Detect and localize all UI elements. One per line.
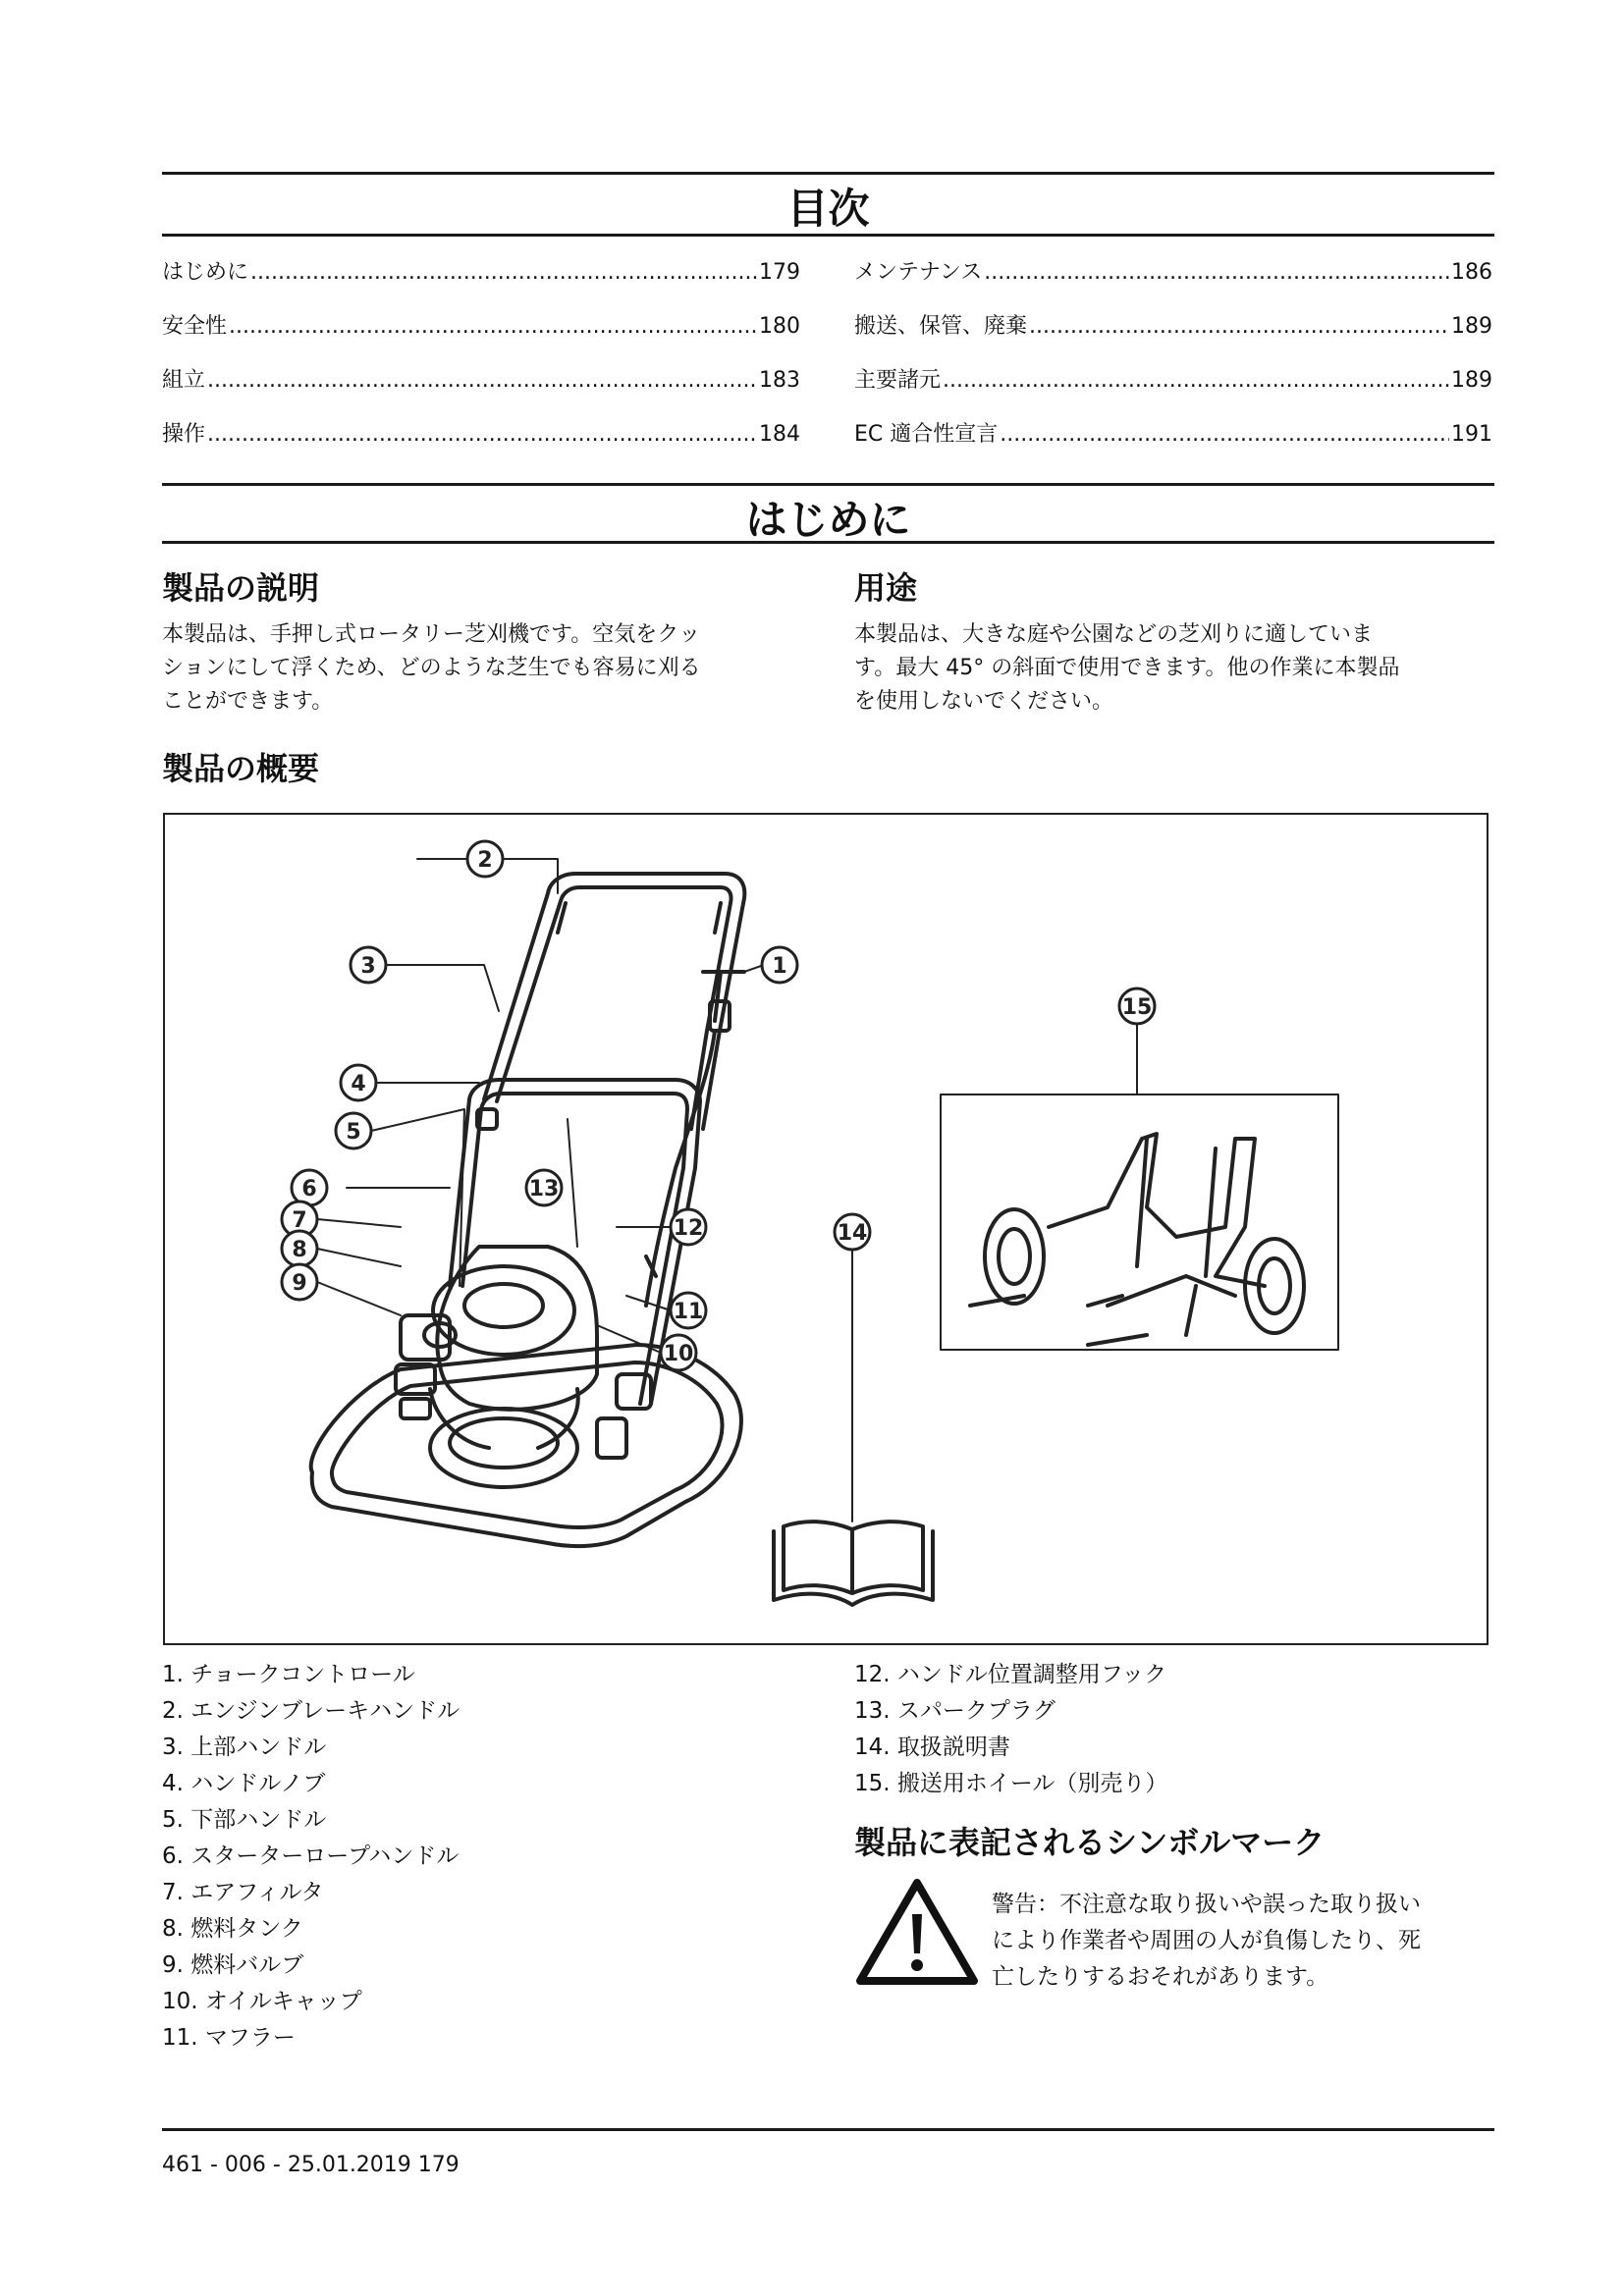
lawnmower-illustration [165,815,1490,1647]
toc-title-rule [162,234,1494,237]
intro-title: はじめに [745,496,911,544]
callout-3: 3 [360,954,376,979]
list-item: 2. エンジンブレーキハンドル [162,1698,460,1724]
usage-heading: 用途 [854,569,918,607]
callout-15: 15 [1121,995,1153,1020]
callout-11: 11 [673,1300,704,1324]
list-item: 15. 搬送用ホイール（別売り） [854,1771,1168,1796]
list-item: 6. スターターロープハンドル [162,1843,460,1869]
toc-entry[interactable]: 搬送、保管、廃棄 ..... 189 [854,309,1492,340]
description-heading: 製品の説明 [162,569,320,607]
callout-5: 5 [346,1120,361,1145]
callout-14: 14 [837,1221,868,1246]
footer-rule [162,2128,1494,2131]
callout-1: 1 [772,954,787,979]
list-item: 11. マフラー [162,2025,296,2051]
warning-triangle-icon [854,1877,980,1987]
list-item: 9. 燃料バルブ [162,1952,304,1978]
callout-6: 6 [301,1177,317,1201]
toc-entry[interactable]: 組立 ..... 183 [162,363,800,394]
toc-entry[interactable]: 主要諸元 ..... 189 [854,363,1492,394]
list-item: 12. ハンドル位置調整用フック [854,1662,1167,1687]
top-rule [162,172,1494,175]
callout-13: 13 [528,1177,560,1201]
list-item: 4. ハンドルノブ [162,1771,326,1796]
toc-entry[interactable]: EC 適合性宣言 ..... 191 [854,417,1492,448]
footer [162,2153,460,2177]
list-item: 7. エアフィルタ [162,1880,324,1905]
toc-title: 目次 [786,185,870,233]
list-item: 3. 上部ハンドル [162,1735,327,1760]
list-item: 8. 燃料タンク [162,1916,303,1942]
callout-9: 9 [292,1271,307,1296]
callout-7: 7 [292,1208,307,1233]
toc-entry[interactable]: 操作 ..... 184 [162,417,800,448]
toc-entry[interactable]: 安全性 ..... 180 [162,309,800,340]
symbols-heading: 製品に表記されるシンボルマーク [854,1824,1326,1861]
list-item: 5. 下部ハンドル [162,1807,327,1833]
callout-12: 12 [673,1216,704,1241]
callout-10: 10 [663,1342,694,1366]
page-number: 179 [417,2153,460,2177]
document-number: 461 - 006 - 25.01.2019 [162,2153,411,2177]
toc-entry[interactable]: はじめに ..... 179 [162,255,800,286]
warning-text: 警告：不注意な取り扱いや誤った取り扱い により作業者や周囲の人が負傷したり、死 亡したりするおそれがあります。 [992,1892,1421,1990]
parts-list-right [854,1657,1167,1802]
callout-4: 4 [351,1072,366,1096]
parts-list-left [162,1657,460,2056]
intro-title-rule [162,541,1494,544]
upper-handle [484,874,744,1129]
callout-8: 8 [292,1238,307,1262]
description-text: 本製品は、手押し式ロータリー芝刈機です。空気をクッ ションにして浮くため、どのような芝生でも容易に刈る ことができます。 [162,622,701,714]
engine-body [437,1247,597,1410]
list-item: 10. オイルキャップ [162,1989,362,2014]
overview-heading: 製品の概要 [162,750,320,787]
callout-2: 2 [477,848,493,873]
product-overview-figure [163,813,1489,1645]
list-item: 13. スパークプラグ [854,1698,1056,1724]
list-item: 1. チョークコントロール [162,1662,415,1687]
toc-entry[interactable]: メンテナンス ..... 186 [854,255,1492,286]
list-item: 14. 取扱説明書 [854,1735,1010,1760]
intro-top-rule [162,483,1494,486]
usage-text: 本製品は、大きな庭や公園などの芝刈りに適していま す。最大 45° の斜面で使用できます。他の作業に本製品 を使用しないでください。 [854,622,1400,714]
